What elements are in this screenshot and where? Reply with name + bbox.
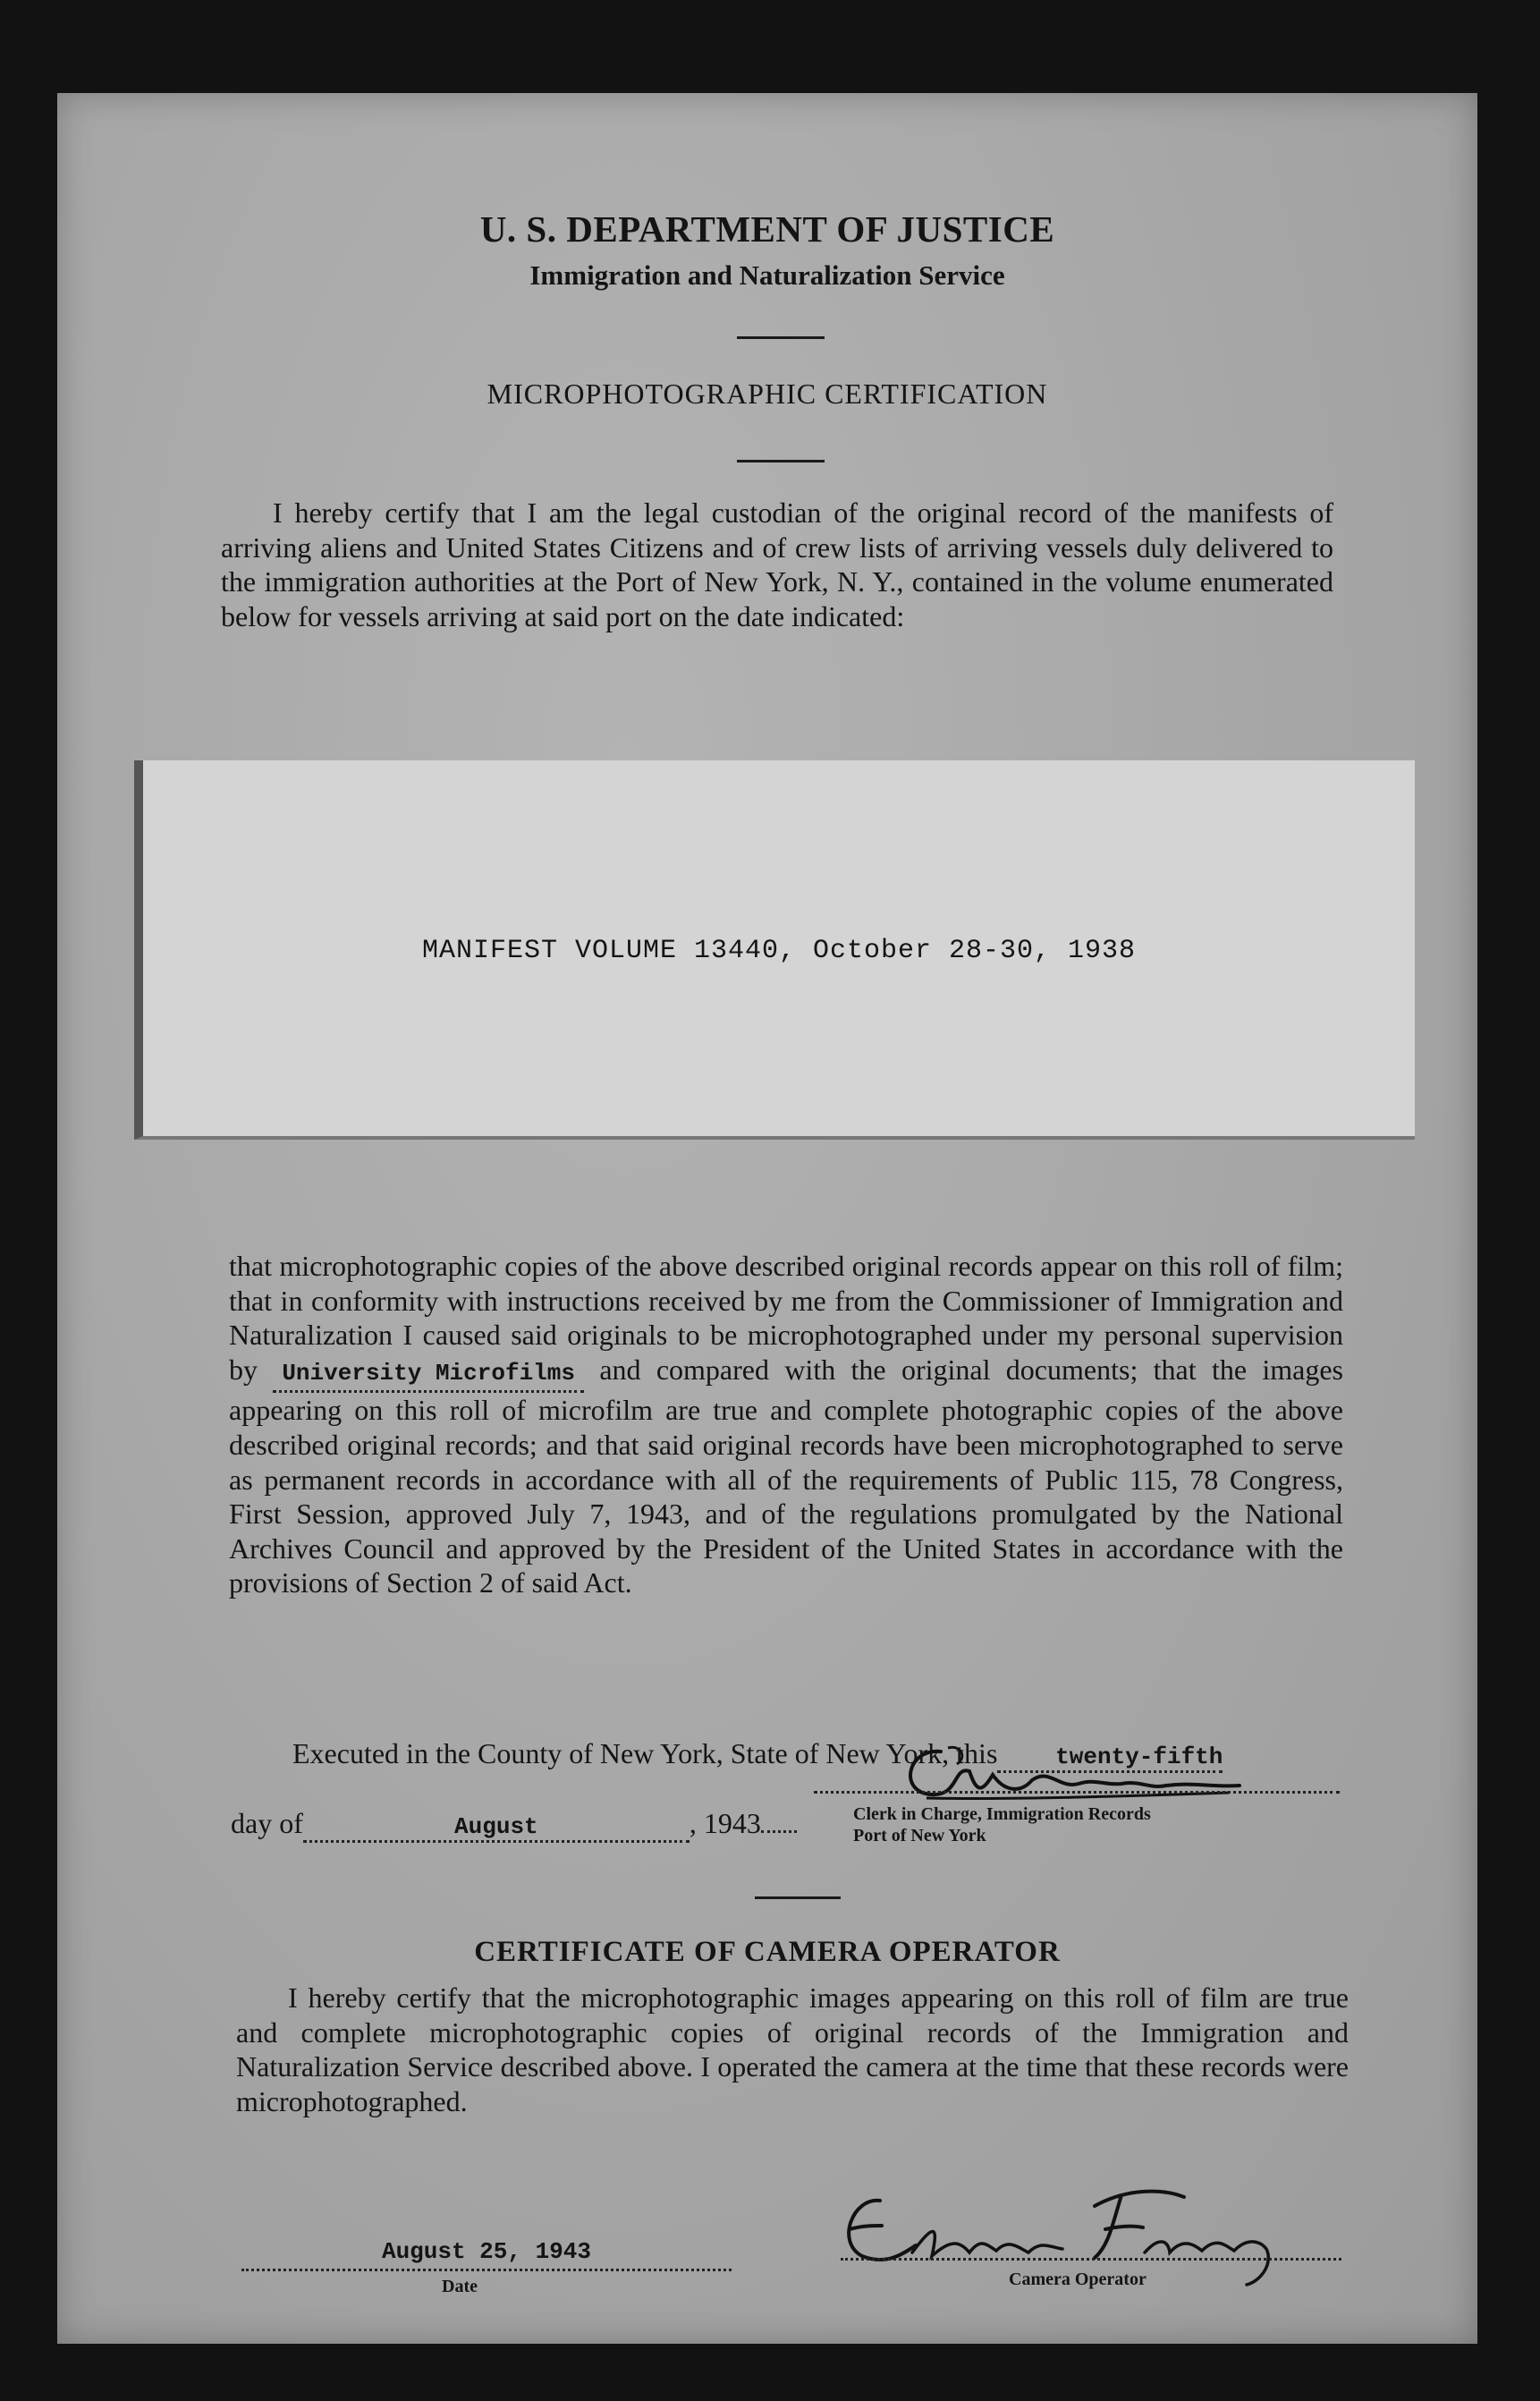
supervisor-value: University Microfilms — [282, 1359, 575, 1387]
camera-certificate-text: I hereby certify that the microphotographic images appearing on this roll of film are true and complete microphotographic copies of original records of the Immigration and Naturalization Service described above. I operated the camera at the time that these records were microphotographed. — [236, 1981, 1349, 2117]
date-label: Date — [442, 2277, 478, 2296]
service-subtitle: Immigration and Naturalization Service — [529, 259, 1005, 291]
camera-certificate-title: CERTIFICATE OF CAMERA OPERATOR — [474, 1936, 1061, 1968]
supervisor-field — [273, 1353, 584, 1394]
divider-second — [737, 460, 825, 462]
volume-label-box — [134, 760, 1415, 1140]
clerk-title-line1: Clerk in Charge, Immigration Records — [853, 1804, 1151, 1824]
body-paragraph-part2: and compared with the original documents; that the images appearing on this roll of microfilm are true and complete photographic copies of the above described original records; and that said original records have been microphotographed to serve as permanent records in accordance with all of the requirements of Public 115, 78 Congress, First Session, approved July 7, 1943, and of the regulations promulgated by the National Archives Council and approved by the President of the United States in accordance with the provisions of Section 2 of said Act. — [229, 1353, 1344, 1599]
volume-label: MANIFEST VOLUME 13440, October 28-30, 1938 — [421, 936, 1137, 966]
operator-date-field — [241, 2238, 732, 2271]
certificate-page — [57, 93, 1477, 2344]
department-title: U. S. DEPARTMENT OF JUSTICE — [479, 208, 1055, 250]
day-value: twenty-fifth — [1055, 1743, 1223, 1770]
intro-paragraph — [221, 496, 1333, 633]
operator-date-value: August 25, 1943 — [381, 2238, 592, 2265]
body-paragraph-part1: that microphotographic copies of the above described original records appear on this roll of film; that in conformity with instructions received by me from the Commissioner of Immigration and Naturalization I caused said originals to be microphotographed under my personal supervision by — [229, 1250, 1343, 1386]
camera-certificate-text-block — [236, 1981, 1349, 2118]
year-label: , 1943 — [689, 1807, 761, 1839]
month-value: August — [454, 1813, 538, 1840]
day-of-label: day of — [231, 1807, 303, 1839]
divider-bottom — [755, 1896, 841, 1899]
year-dots — [761, 1830, 797, 1833]
intro-paragraph-text: I hereby certify that I am the legal custodian of the original record of the manifests of arriving aliens and United States Citizens and of crew lists of arriving vessels duly delivered to the immigration authorities at the Port of New York, N. Y., contained in the volume enumerated below for vessels arriving at said port on the date indicated: — [221, 496, 1333, 632]
clerk-signature-line — [814, 1791, 1340, 1794]
operator-signature-line — [841, 2258, 1341, 2261]
clerk-title — [853, 1803, 1151, 1846]
clerk-title-line2: Port of New York — [853, 1826, 986, 1845]
date-line — [231, 1807, 797, 1843]
body-paragraph — [229, 1249, 1343, 1600]
divider-top — [737, 336, 825, 339]
executed-text: Executed in the County of New York, State of New York, this — [292, 1737, 998, 1769]
camera-operator-label: Camera Operator — [1009, 2269, 1147, 2289]
month-field — [303, 1807, 690, 1843]
certification-heading: MICROPHOTOGRAPHIC CERTIFICATION — [487, 378, 1048, 410]
